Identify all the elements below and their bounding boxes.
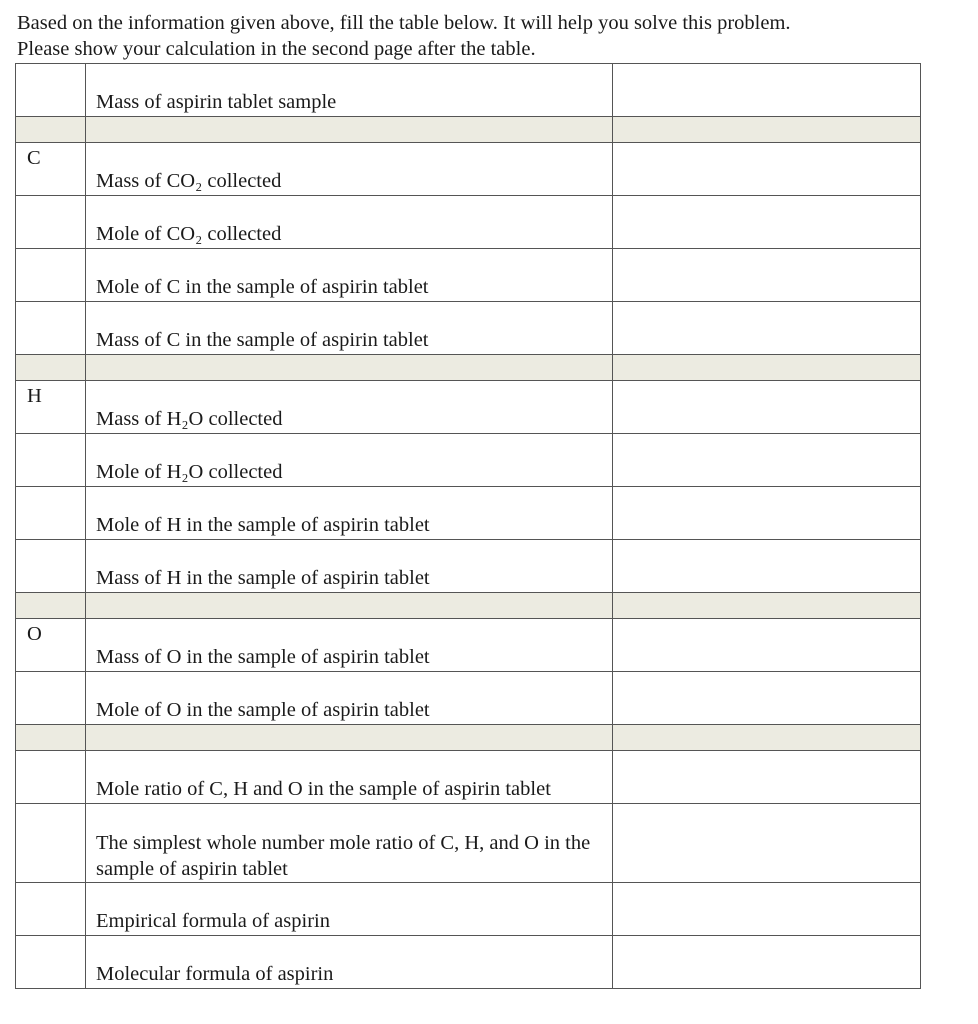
element-cell	[16, 249, 86, 302]
description-cell	[86, 434, 613, 487]
description-cell	[86, 196, 613, 249]
element-cell	[16, 540, 86, 593]
answer-cell[interactable]	[613, 804, 921, 883]
element-cell	[16, 883, 86, 936]
element-cell	[16, 143, 86, 196]
description-cell	[86, 619, 613, 672]
row-label: Mole of H₂O collected	[96, 461, 283, 483]
instructions	[17, 10, 957, 62]
description-cell	[86, 249, 613, 302]
row-label: Mass of CO₂ collected	[96, 170, 282, 192]
table-row	[16, 196, 921, 249]
element-cell	[16, 434, 86, 487]
answer-cell[interactable]	[613, 751, 921, 804]
table-row	[16, 143, 921, 196]
description-cell	[86, 302, 613, 355]
row-label: Empirical formula of aspirin	[96, 910, 330, 932]
row-label: Mole ratio of C, H and O in the sample of aspirin tablet	[96, 778, 551, 800]
table-row	[16, 434, 921, 487]
answer-cell[interactable]	[613, 434, 921, 487]
row-label: Mass of O in the sample of aspirin tablet	[96, 646, 430, 668]
answer-cell[interactable]	[613, 936, 921, 989]
element-label: O	[27, 623, 42, 645]
table-row	[16, 64, 921, 117]
answer-cell[interactable]	[613, 302, 921, 355]
table-row	[16, 883, 921, 936]
instructions-line-1: Based on the information given above, fill the table below. It will help you solve this problem.	[17, 12, 791, 34]
row-label: Mass of H₂O collected	[96, 408, 283, 430]
element-label	[16, 64, 85, 68]
answer-cell[interactable]	[613, 381, 921, 434]
table-row	[16, 487, 921, 540]
description-cell	[86, 751, 613, 804]
table-row	[16, 540, 921, 593]
answer-cell[interactable]	[613, 883, 921, 936]
element-label	[16, 434, 85, 438]
answer-cell[interactable]	[613, 64, 921, 117]
table-row	[16, 804, 921, 883]
worksheet-table	[15, 63, 921, 989]
element-label	[16, 751, 85, 755]
element-label: H	[27, 385, 42, 407]
answer-cell[interactable]	[613, 249, 921, 302]
answer-cell[interactable]	[613, 619, 921, 672]
table-row	[16, 619, 921, 672]
element-label	[16, 302, 85, 306]
row-label: Molecular formula of aspirin	[96, 963, 334, 985]
instructions-line-2: Please show your calculation in the second page after the table.	[17, 38, 536, 60]
section-divider	[16, 593, 921, 619]
element-cell	[16, 196, 86, 249]
element-cell	[16, 64, 86, 117]
table-row	[16, 249, 921, 302]
element-cell	[16, 936, 86, 989]
answer-cell[interactable]	[613, 672, 921, 725]
description-cell	[86, 64, 613, 117]
answer-cell[interactable]	[613, 143, 921, 196]
element-label	[16, 249, 85, 253]
element-cell	[16, 302, 86, 355]
row-label: Mole of C in the sample of aspirin tablet	[96, 276, 429, 298]
answer-cell[interactable]	[613, 196, 921, 249]
row-label: The simplest whole number mole ratio of C, H, and O in the sample of aspirin tablet	[96, 832, 591, 880]
element-label	[16, 540, 85, 544]
element-label	[16, 196, 85, 200]
table-row	[16, 672, 921, 725]
element-cell	[16, 804, 86, 883]
description-cell	[86, 804, 613, 883]
description-cell	[86, 487, 613, 540]
element-label	[16, 672, 85, 676]
row-label: Mass of C in the sample of aspirin tablet	[96, 329, 429, 351]
description-cell	[86, 143, 613, 196]
section-divider	[16, 355, 921, 381]
element-cell	[16, 487, 86, 540]
element-cell	[16, 619, 86, 672]
answer-cell[interactable]	[613, 540, 921, 593]
section-divider	[16, 117, 921, 143]
row-label: Mass of aspirin tablet sample	[96, 91, 337, 113]
description-cell	[86, 540, 613, 593]
table-row	[16, 936, 921, 989]
description-cell	[86, 672, 613, 725]
answer-cell[interactable]	[613, 487, 921, 540]
table-row	[16, 751, 921, 804]
element-label: C	[27, 147, 41, 169]
element-cell	[16, 381, 86, 434]
row-label: Mass of H in the sample of aspirin tablet	[96, 567, 430, 589]
element-label	[16, 487, 85, 491]
element-cell	[16, 672, 86, 725]
table-row	[16, 381, 921, 434]
row-label: Mole of H in the sample of aspirin tablet	[96, 514, 430, 536]
element-label	[16, 883, 85, 887]
element-label	[16, 804, 85, 808]
description-cell	[86, 883, 613, 936]
table-row	[16, 302, 921, 355]
element-label	[16, 936, 85, 940]
row-label: Mole of CO₂ collected	[96, 223, 282, 245]
row-label: Mole of O in the sample of aspirin tablet	[96, 699, 430, 721]
description-cell	[86, 936, 613, 989]
description-cell	[86, 381, 613, 434]
element-cell	[16, 751, 86, 804]
section-divider	[16, 725, 921, 751]
